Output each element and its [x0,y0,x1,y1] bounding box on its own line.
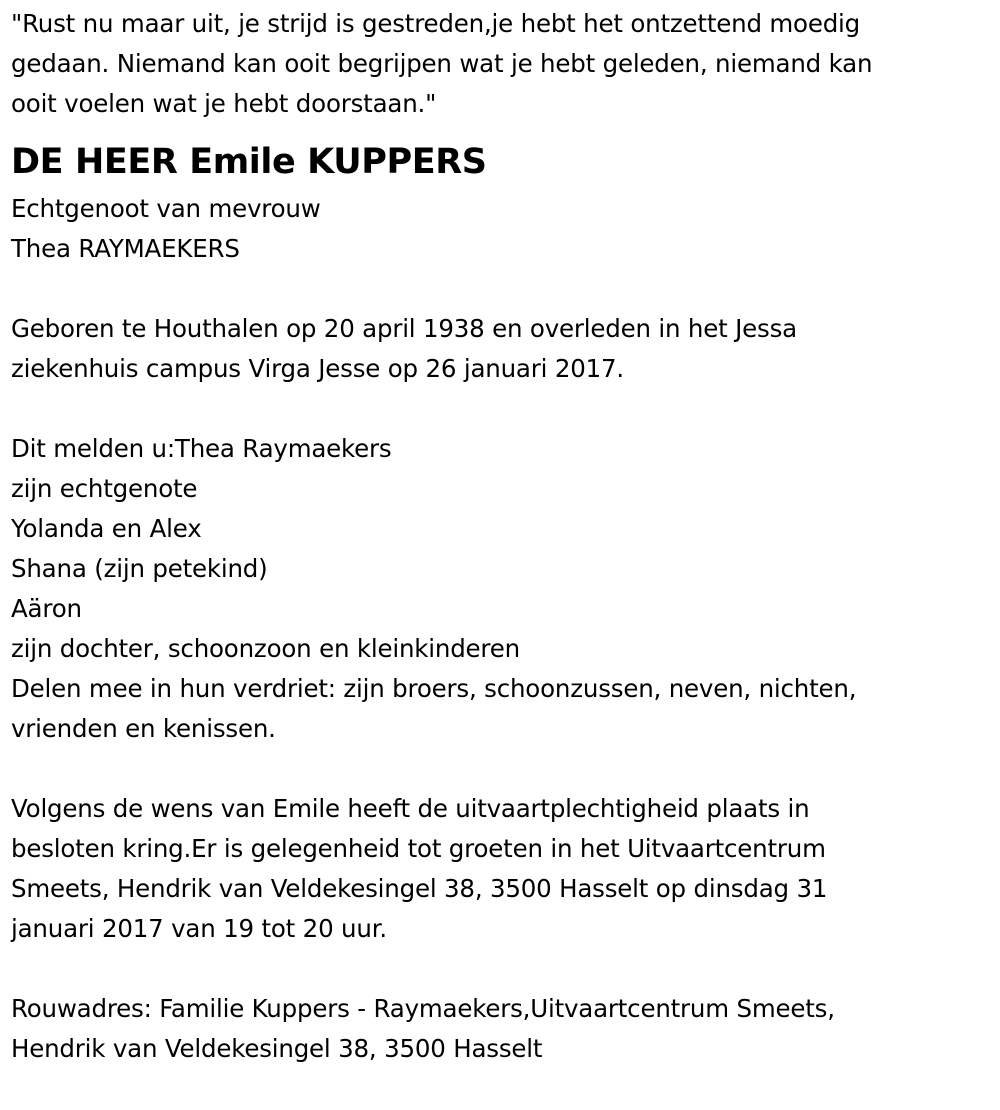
mourning-address [11,989,986,1069]
quote-line: "Rust nu maar uit, je strijd is gestreden,je hebt het ontzettend moedig [11,9,861,38]
deceased-name: DE HEER Emile KUPPERS [11,142,487,182]
quote-line: ooit voelen wat je hebt doorstaan." [11,89,437,118]
birth-death-line: ziekenhuis campus Virga Jesse op 26 januari 2017. [11,354,624,383]
announcer-line: Aäron [11,594,82,623]
obituary-document [11,4,986,1069]
announcer-line: Shana (zijn petekind) [11,554,268,583]
ceremony-info [11,789,986,949]
birth-death-line: Geboren te Houthalen op 20 april 1938 en overleden in het Jessa [11,314,797,343]
spouse-line: Echtgenoot van mevrouw [11,194,321,223]
ceremony-line: januari 2017 van 19 tot 20 uur. [11,914,387,943]
announcer-line: zijn dochter, schoonzoon en kleinkinderen [11,634,520,663]
announcer-line: vrienden en kenissen. [11,714,276,743]
ceremony-line: besloten kring.Er is gelegenheid tot groeten in het Uitvaartcentrum [11,834,826,863]
announcers-list [11,429,986,749]
announcer-line: Delen mee in hun verdriet: zijn broers, schoonzussen, neven, nichten, [11,674,857,703]
address-line: Rouwadres: Familie Kuppers - Raymaekers,Uitvaartcentrum Smeets, [11,994,835,1023]
ceremony-line: Smeets, Hendrik van Veldekesingel 38, 3500 Hasselt op dinsdag 31 [11,874,828,903]
spouse-info [11,189,986,269]
announcer-line: Yolanda en Alex [11,514,202,543]
memorial-quote [11,4,986,124]
announcer-line: zijn echtgenote [11,474,198,503]
birth-death-info [11,309,986,389]
ceremony-line: Volgens de wens van Emile heeft de uitvaartplechtigheid plaats in [11,794,810,823]
quote-line: gedaan. Niemand kan ooit begrijpen wat je hebt geleden, niemand kan [11,49,873,78]
spouse-line: Thea RAYMAEKERS [11,234,240,263]
address-line: Hendrik van Veldekesingel 38, 3500 Hasselt [11,1034,543,1063]
announcer-line: Dit melden u:Thea Raymaekers [11,434,392,463]
